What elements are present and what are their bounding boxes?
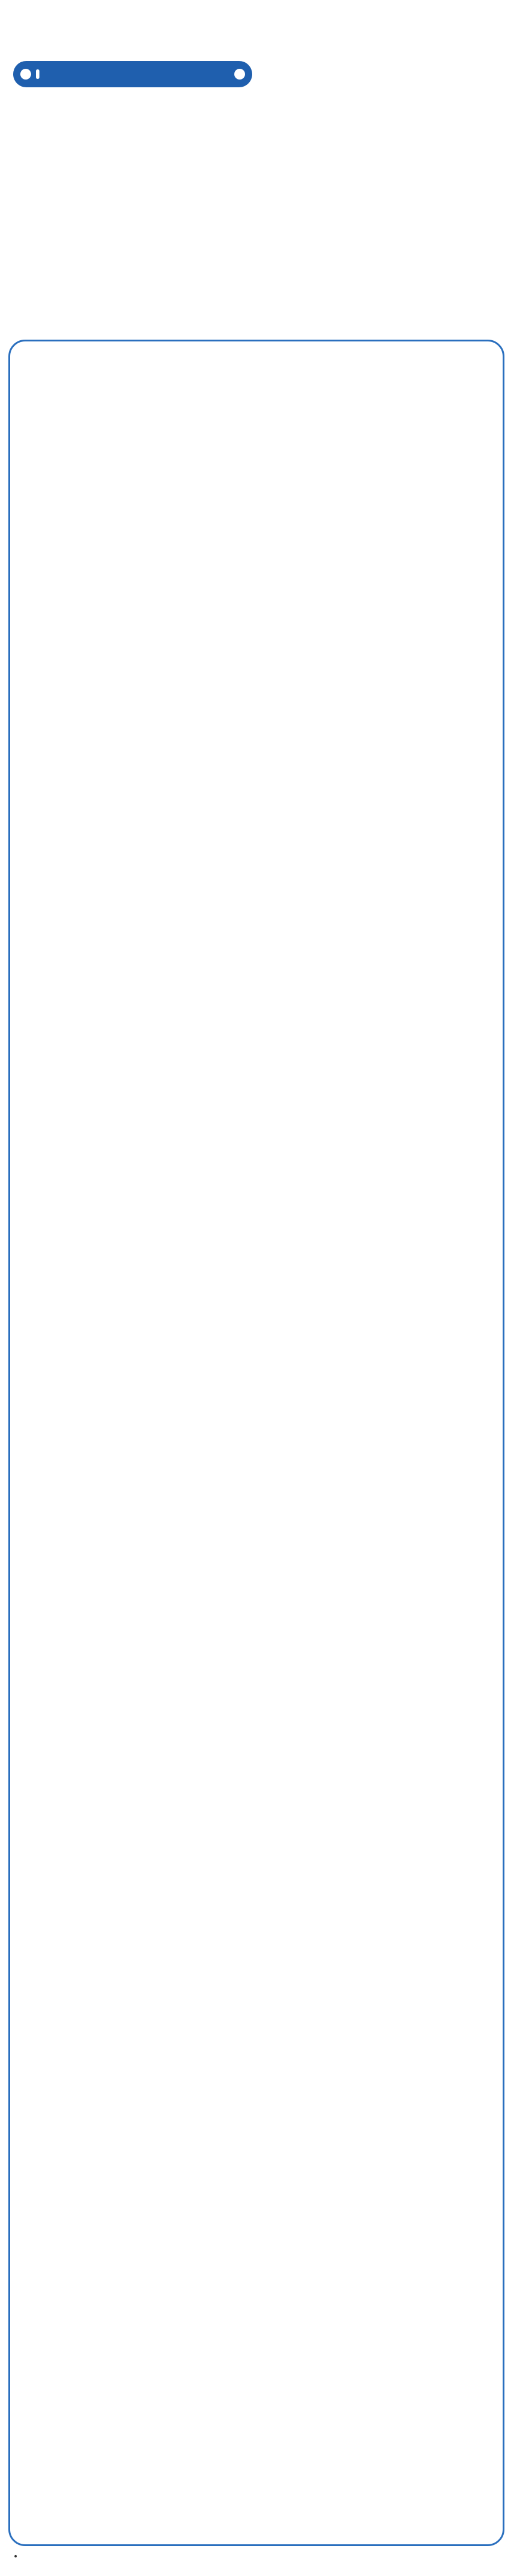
banner-dot-icon [234, 69, 245, 80]
section-banner [13, 61, 252, 87]
footer-note: • [13, 2552, 19, 2562]
plates-panel [8, 340, 504, 2546]
banner-dot-icon [20, 69, 31, 80]
banner-bar-icon [36, 69, 39, 79]
